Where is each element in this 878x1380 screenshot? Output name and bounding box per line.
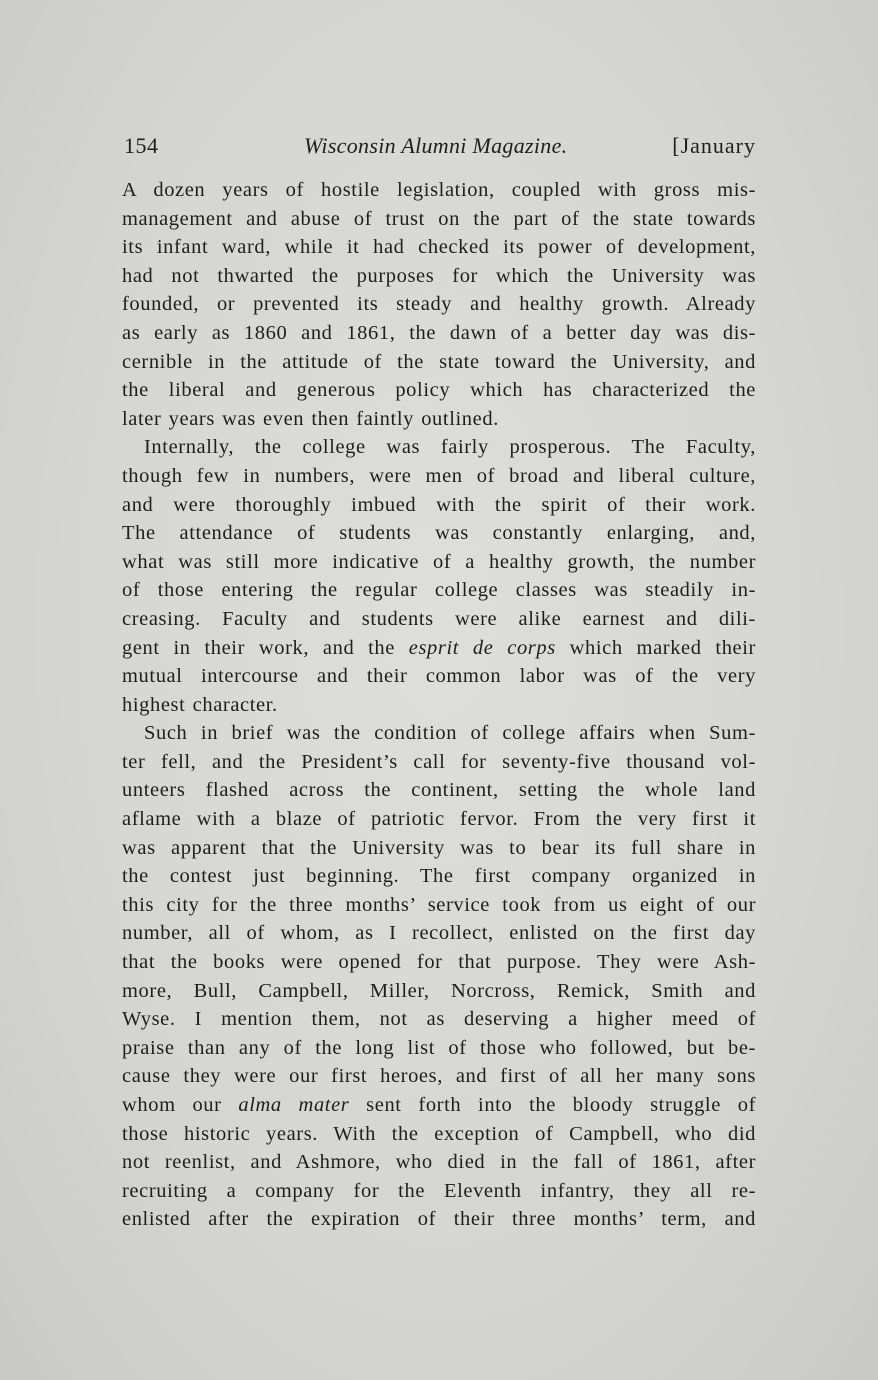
italic-phrase: alma mater	[238, 1094, 350, 1116]
text-line: management and abuse of trust on the part of the state towards	[122, 207, 756, 230]
text-line: highest character.	[122, 693, 278, 716]
text-line: this city for the three months’ service took from us eight of our	[122, 893, 756, 916]
text-line: The attendance of students was constantly enlarging, and,	[122, 522, 756, 545]
running-header	[124, 133, 756, 169]
paragraph	[122, 433, 756, 719]
text-line: its infant ward, while it had checked its power of development,	[122, 236, 756, 259]
text-line: those historic years. With the exception of Campbell, who did	[122, 1122, 756, 1145]
text-line: what was still more indicative of a healthy growth, the number	[122, 550, 756, 573]
text-line: that the books were opened for that purpose. They were Ash-	[122, 951, 756, 974]
text-line: cause they were our first heroes, and first of all her many sons	[122, 1065, 756, 1088]
text-line: Internally, the college was fairly prosperous. The Faculty,	[144, 436, 756, 459]
text-line: of those entering the regular college classes was steadily in-	[122, 579, 756, 602]
italic-phrase: esprit de corps	[408, 636, 556, 659]
text-line: unteers flashed across the continent, setting the whole land	[122, 779, 756, 802]
text-line: praise than any of the long list of those who followed, but be-	[122, 1036, 756, 1059]
text-line: later years was even then faintly outlined.	[122, 407, 499, 430]
text-line: as early as 1860 and 1861, the dawn of a better day was dis-	[122, 321, 756, 344]
text-line: not reenlist, and Ashmore, who died in the fall of 1861, after	[122, 1151, 756, 1174]
text-line: cernible in the attitude of the state toward the University, and	[122, 350, 756, 373]
text-line: the liberal and generous policy which has characterized the	[122, 379, 756, 402]
text-line: was apparent that the University was to bear its full share in	[122, 836, 756, 859]
text-line: Wyse. I mention them, not as deserving a higher meed of	[122, 1008, 756, 1031]
text-line: creasing. Faculty and students were alike earnest and dili-	[122, 607, 756, 630]
text-line: mutual intercourse and their common labor was of the very	[122, 665, 756, 688]
text-line: recruiting a company for the Eleventh infantry, they all re-	[122, 1179, 756, 1202]
text-line: whom our alma mater sent forth into the bloody struggle of	[122, 1094, 756, 1116]
running-month: [January	[672, 133, 756, 158]
paragraph	[122, 176, 756, 433]
text-line: the contest just beginning. The first company organized in	[122, 865, 756, 888]
text-line: though few in numbers, were men of broad and liberal culture,	[122, 464, 756, 487]
text-line: aflame with a blaze of patriotic fervor. From the very first it	[122, 808, 756, 831]
text-line: more, Bull, Campbell, Miller, Norcross, Remick, Smith and	[122, 979, 756, 1002]
text-line: A dozen years of hostile legislation, coupled with gross mis-	[122, 179, 756, 201]
paragraph	[122, 719, 756, 1234]
text-line: enlisted after the expiration of their three months’ term, and	[122, 1208, 756, 1231]
text-line: founded, or prevented its steady and healthy growth. Already	[122, 293, 756, 316]
text-line: gent in their work, and the esprit de corps which marked their	[122, 636, 756, 659]
text-line: and were thoroughly imbued with the spirit of their work.	[122, 493, 756, 516]
article-body	[122, 176, 756, 1234]
running-title: Wisconsin Alumni Magazine.	[304, 133, 568, 158]
text-line: had not thwarted the purposes for which the University was	[122, 264, 756, 287]
page-number: 154	[124, 133, 159, 158]
text-line: Such in brief was the condition of college affairs when Sum-	[144, 722, 756, 745]
text-line: ter fell, and the President’s call for seventy-five thousand vol-	[122, 750, 756, 773]
text-line: number, all of whom, as I recollect, enlisted on the first day	[122, 922, 756, 945]
